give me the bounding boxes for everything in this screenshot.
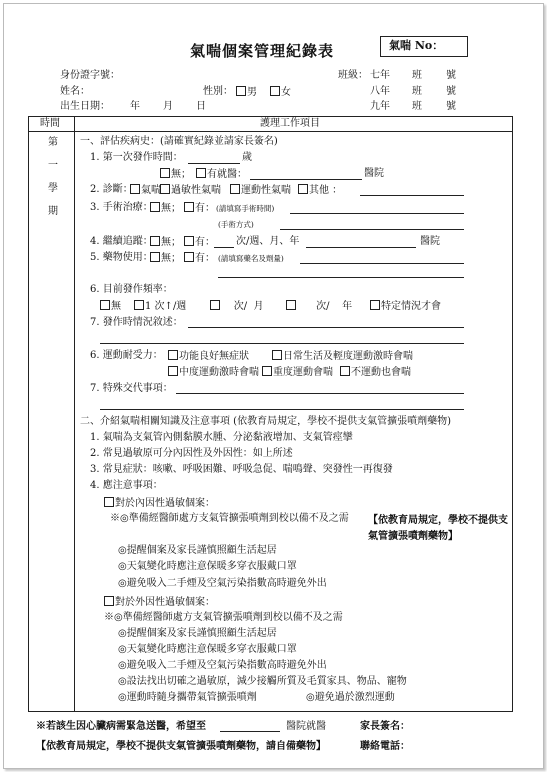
grade9-label: 九年 <box>370 101 390 112</box>
birth-month: 月 <box>163 101 173 112</box>
footer-hospital: 醫院就醫 <box>286 721 326 732</box>
q7-label: 7. 發作時情況敘述： <box>90 317 183 328</box>
q5-none-option[interactable]: 無； <box>150 252 181 265</box>
external-item-5b: ◎避免過於激烈運動 <box>306 692 395 703</box>
q2-allergic-checkbox[interactable] <box>160 184 170 194</box>
q6-specific-checkbox[interactable] <box>370 300 380 310</box>
q3-none-checkbox[interactable] <box>150 202 160 212</box>
hao-label-8: 號 <box>446 86 456 97</box>
q1-hospital-field[interactable] <box>250 168 362 180</box>
q6b-label: 6. 運動耐受力： <box>90 350 163 361</box>
q4-hospital-unit: 醫院 <box>420 236 440 247</box>
table-column-divider <box>74 116 75 711</box>
q3-method-field[interactable] <box>280 218 464 230</box>
q6-year-checkbox[interactable] <box>286 300 296 310</box>
q6-opt-month[interactable]: 次/ 月 <box>210 300 263 313</box>
q6b-opt-none[interactable]: 不運動也會喘 <box>340 366 411 379</box>
external-item-4: ◎設法找出切確之過敏原，減少接觸所質及毛質家具、物品、寵物 <box>118 676 407 687</box>
q5-has-checkbox[interactable] <box>184 252 194 262</box>
q1-age-field[interactable] <box>188 152 240 164</box>
q7b-label: 7. 特殊交代事項： <box>90 383 173 394</box>
q3-none-option[interactable]: 無； <box>150 202 181 215</box>
form-title: 氣喘個案管理紀錄表 <box>190 42 335 60</box>
table-header-divider <box>28 131 512 132</box>
q3-has-checkbox[interactable] <box>184 202 194 212</box>
q6b-moderate-checkbox[interactable] <box>168 366 178 376</box>
q6b-none-checkbox[interactable] <box>340 366 350 376</box>
q1-has-option[interactable]: 有就醫： <box>196 168 247 181</box>
q5-medication-field-2[interactable] <box>218 266 464 278</box>
birth-label: 出生日期： <box>60 101 110 112</box>
name-label: 姓名： <box>60 86 90 97</box>
q4-count-field[interactable] <box>214 236 234 248</box>
q4-has-checkbox[interactable] <box>184 236 194 246</box>
hao-label: 號 <box>446 70 456 81</box>
external-item-5a: ◎運動時隨身攜帶氣管擴張噴劑 <box>118 692 257 703</box>
q5-none-checkbox[interactable] <box>150 252 160 262</box>
q7b-notes-field-2[interactable] <box>100 398 464 410</box>
q4-hospital-field[interactable] <box>306 236 416 248</box>
ban-label-8: 班 <box>412 86 422 97</box>
section1-heading: 一、評估疾病史：(請確實紀錄並請家長簽名) <box>80 136 278 147</box>
q3-has-option[interactable]: 有： <box>184 202 215 215</box>
q2-asthma-checkbox[interactable] <box>130 184 140 194</box>
q4-label: 4. 繼續追蹤： <box>90 236 153 247</box>
col-items-header: 護理工作項目 <box>260 118 320 129</box>
q7-description-field[interactable] <box>188 316 464 328</box>
external-item-1: ◎提醒個案及家長謹慎照顧生活起居 <box>118 628 277 639</box>
q6b-light-checkbox[interactable] <box>272 350 282 360</box>
semester-char-4: 期 <box>48 206 58 217</box>
q5-medication-field[interactable] <box>300 252 464 264</box>
q6b-opt-good[interactable]: 功能良好無症狀 <box>168 350 249 363</box>
q6-week-checkbox[interactable] <box>134 300 144 310</box>
male-checkbox[interactable] <box>236 86 246 96</box>
q6-opt-specific[interactable]: 特定情況才會 <box>370 300 441 313</box>
grade7-label: 七年 <box>370 70 390 81</box>
male-option[interactable]: 男 <box>236 86 257 99</box>
q6-label: 6. 目前發作頻率： <box>90 284 173 295</box>
q6-month-checkbox[interactable] <box>210 300 220 310</box>
external-checkbox[interactable] <box>104 596 114 606</box>
q2-other-checkbox[interactable] <box>298 184 308 194</box>
q3-time-field[interactable] <box>290 202 464 214</box>
q4-none-checkbox[interactable] <box>150 236 160 246</box>
q6b-opt-heavy[interactable]: 重度運動會喘 <box>262 366 333 379</box>
hao-label-9: 號 <box>446 101 456 112</box>
section2-point-2: 2. 常見過敏原可分內因性及外因性：如上所述 <box>90 448 293 459</box>
q3-method-note: (手術方式) <box>218 220 254 229</box>
internal-mark: ※◎準備經醫師處方支氣管擴張噴劑到校以備不及之需 <box>110 513 349 524</box>
female-checkbox[interactable] <box>270 86 280 96</box>
class-label: 班級： <box>338 70 368 81</box>
grade8-label: 八年 <box>370 86 390 97</box>
q6b-good-checkbox[interactable] <box>168 350 178 360</box>
internal-item-2: ◎天氣變化時應注意保暖多穿衣服戴口罩 <box>118 561 297 572</box>
q2-label: 2. 診斷： <box>90 184 133 195</box>
q2-exercise-checkbox[interactable] <box>230 184 240 194</box>
section2-point-4: 4. 應注意事項： <box>90 480 163 491</box>
q7-description-field-2[interactable] <box>100 332 464 344</box>
semester-char-3: 學 <box>48 183 58 194</box>
col-time-header: 時間 <box>40 118 60 129</box>
birth-year: 年 <box>130 101 140 112</box>
female-option[interactable]: 女 <box>270 86 291 99</box>
footer-note: ※若該生因心臟病需緊急送醫，希望至 <box>36 721 206 732</box>
q2-opt-exercise[interactable]: 運動性氣喘 <box>230 184 291 197</box>
birth-day: 日 <box>196 101 206 112</box>
q4-none-option[interactable]: 無； <box>150 236 181 249</box>
q6b-opt-light[interactable]: 日常生活及輕度運動激時會喘 <box>272 350 413 363</box>
id-number-label: 身份證字號： <box>60 70 120 81</box>
q1-none-option[interactable]: 無； <box>160 168 191 181</box>
q6-opt-week[interactable]: 1 次↑/週 <box>134 300 186 313</box>
internal-option[interactable]: 對於內因性過敏個案： <box>104 497 215 510</box>
asthma-number-box[interactable]: 氣喘 No： <box>380 36 468 57</box>
external-item-2: ◎天氣變化時應注意保暖多穿衣服戴口罩 <box>118 644 297 655</box>
q6-opt-year[interactable]: 次/ 年 <box>286 300 352 313</box>
q2-other-field[interactable] <box>360 184 464 196</box>
contact-phone-label: 聯絡電話： <box>360 741 410 752</box>
q1-has-checkbox[interactable] <box>196 168 206 178</box>
q3-time-note: (請填寫手術時間) <box>216 204 275 213</box>
ban-label: 班 <box>412 70 422 81</box>
internal-item-3: ◎避免吸入二手煙及空氣污染指數高時避免外出 <box>118 578 327 589</box>
footer-rule: 【依教育局規定，學校不提供支氣管擴張噴劑藥物，請自備藥物】 <box>36 741 326 752</box>
q1-none-checkbox[interactable] <box>160 168 170 178</box>
q1-age-unit: 歲 <box>242 152 252 163</box>
internal-rule-note: 【依教育局規定，學校不提供支氣管擴張噴劑藥物】 <box>368 515 508 542</box>
semester-char-1: 第 <box>48 137 58 148</box>
internal-item-1: ◎提醒個案及家長謹慎照顧生活起居 <box>118 545 277 556</box>
q5-label: 5. 藥物使用： <box>90 252 153 263</box>
section2-point-3: 3. 常見症狀：咳嗽、呼吸困難、呼吸急促、喘鳴聲、突發性一再復發 <box>90 464 393 475</box>
external-option[interactable]: 對於外因性過敏個案： <box>104 596 215 609</box>
ban-label-9: 班 <box>412 101 422 112</box>
footer-hospital-field[interactable] <box>220 720 280 732</box>
external-item-3: ◎避免吸入二手煙及空氣污染指數高時避免外出 <box>118 660 327 671</box>
q2-opt-other[interactable]: 其他 ： <box>298 184 342 197</box>
q6b-heavy-checkbox[interactable] <box>262 366 272 376</box>
q5-note: (請填寫藥名及劑量) <box>218 254 284 263</box>
section2-heading: 二、介紹氣喘相關知識及注意事項 (依教育局規定，學校不提供支氣管擴張噴劑藥物) <box>80 416 451 427</box>
q1-label: 1. 第一次發作時間： <box>90 152 183 163</box>
semester-char-2: 一 <box>48 160 58 171</box>
parent-signature-label: 家長簽名： <box>360 721 410 732</box>
q1-hospital-unit: 醫院 <box>364 168 384 179</box>
gender-label: 性別： <box>203 86 233 97</box>
q3-label: 3. 手術治療： <box>90 202 153 213</box>
internal-checkbox[interactable] <box>104 497 114 507</box>
q6-none-checkbox[interactable] <box>100 300 110 310</box>
section2-point-1: 1. 氣喘為支氣管內側黏膜水腫、分泌黏液增加、支氣管痙攣 <box>90 432 353 443</box>
q6-opt-none[interactable]: 無 <box>100 300 121 313</box>
q6b-opt-moderate[interactable]: 中度運動激時會喘 <box>168 366 259 379</box>
q2-opt-allergic[interactable]: 過敏性氣喘 <box>160 184 221 197</box>
q7b-notes-field[interactable] <box>176 382 464 394</box>
q5-has-option[interactable]: 有： <box>184 252 215 265</box>
q4-has-option[interactable]: 有： <box>184 236 215 249</box>
q2-opt-asthma[interactable]: 氣喘 <box>130 184 161 197</box>
q4-frequency: 次/週、月、年 <box>236 236 300 247</box>
arrow-up-icon: ↑ <box>164 301 173 312</box>
external-mark: ※◎準備經醫師處方支氣管擴張噴劑到校以備不及之需 <box>104 612 343 623</box>
